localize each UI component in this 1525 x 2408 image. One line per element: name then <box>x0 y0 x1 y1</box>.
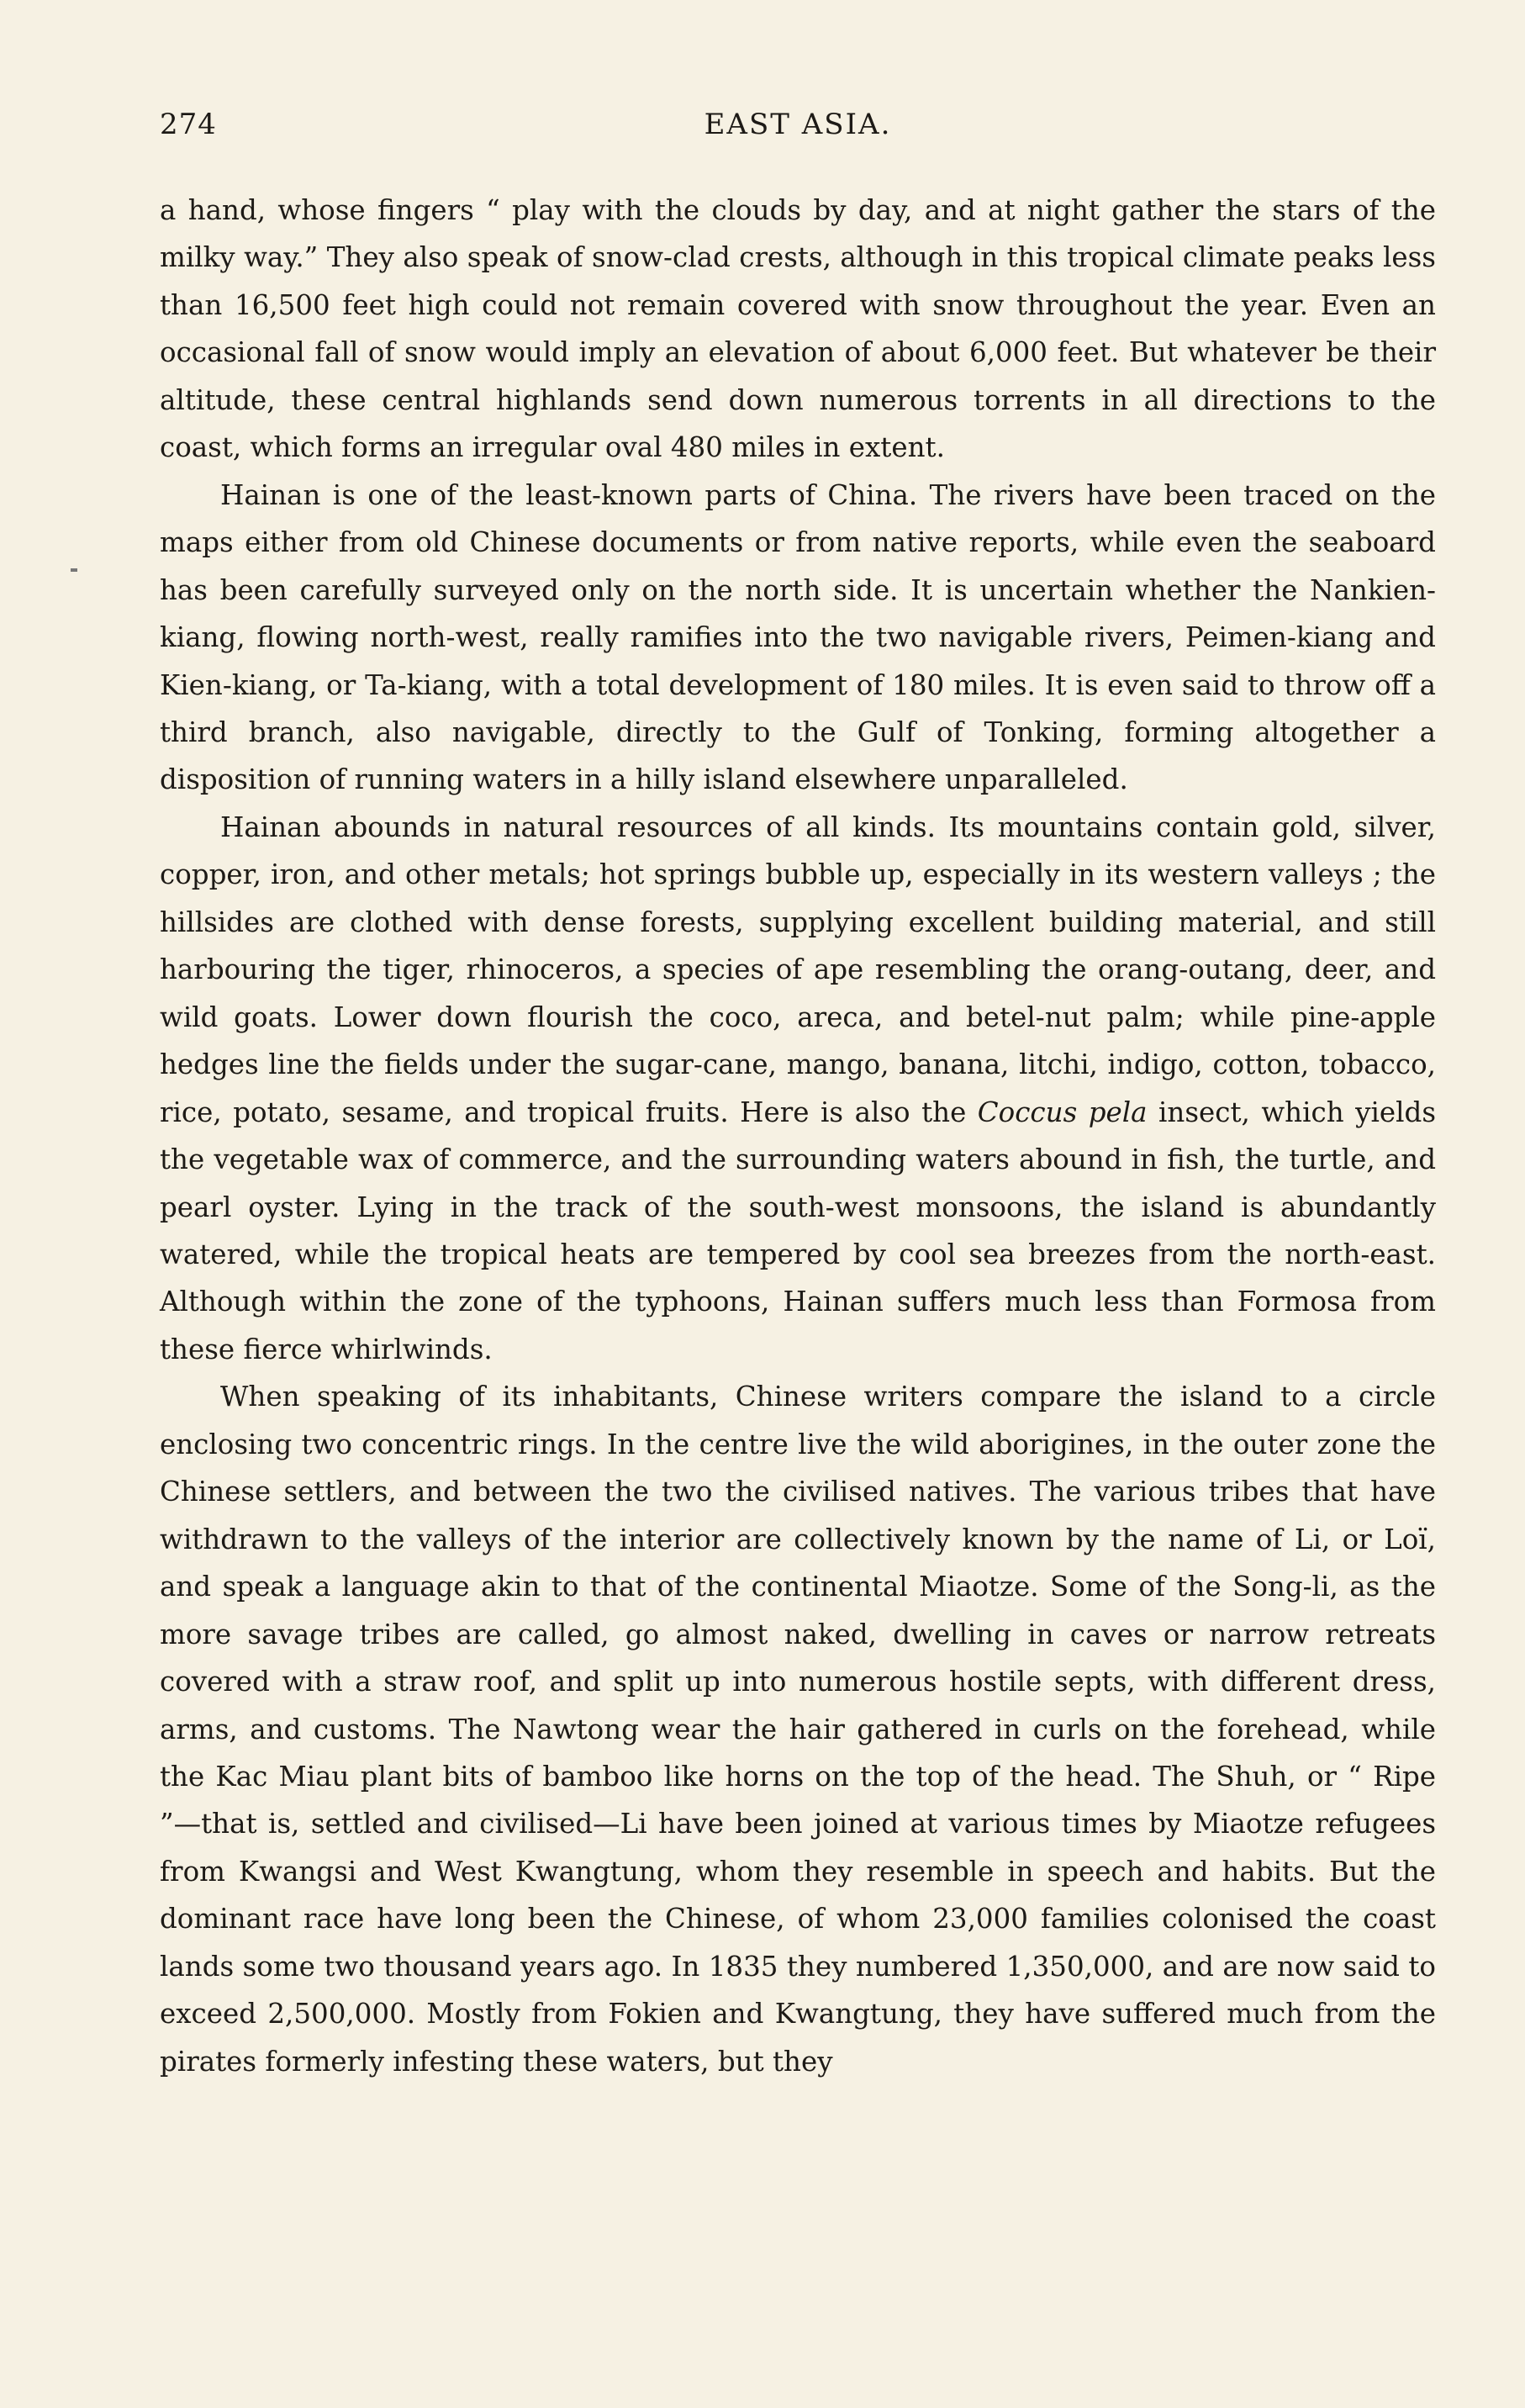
paragraph-resources-text-after: insect, which yields the vegetable wax of commerce, and the surrounding waters abound in fish, the turtle, and pearl oyster. Lying in the track of the south-west monsoons, the island is abundantly watered, while the tropical heats are tempered by cool sea breezes from the north-east. Although within the zone of the typhoons, Hainan suffers much less than Formosa from these fierce whirlwinds. <box>160 1096 1436 1365</box>
paragraph-rivers: Hainan is one of the least-known parts of China. The rivers have been traced on the maps either from old Chinese documents or from native reports, while even the seaboard has been carefully surveyed only on the north side. It is uncertain whether the Nankien-kiang, flowing north-west, really ramifies into the two navigable rivers, Peimen-kiang and Kien-kiang, or Ta-kiang, with a total development of 180 miles. It is even said to throw off a third branch, also navigable, directly to the Gulf of Tonking, forming altogether a disposition of running waters in a hilly island elsewhere unparalleled. <box>160 478 1436 796</box>
paragraph-resources-text-before: Hainan abounds in natural resources of all kinds. Its mountains contain gold, silver, copper, iron, and other metals; hot springs bubble up, especially in its western valleys ; the hillsides are clothed with dense forests, supplying excellent building material, and still harbouring the tiger, rhinoceros, a species of ape resembling the orang-outang, deer, and wild goats. Lower down flourish the coco, areca, and betel-nut palm; while pine-apple hedges line the fields under the sugar-cane, mango, banana, litchi, indigo, cotton, tobacco, rice, potato, sesame, and tropical fruits. Here is also the <box>160 811 1436 1128</box>
margin-mark <box>71 568 77 572</box>
page-number: 274 <box>160 108 217 141</box>
paragraph-continued: a hand, whose fingers “ play with the clouds by day, and at night gather the stars of the milky way.” They also speak of snow-clad crests, although in this tropical climate peaks less than 16,500 feet high could not remain covered with snow throughout the year. Even an occasional fall of snow would imply an elevation of about 6,000 feet. But whatever be their altitude, these central highlands send down numerous torrents in all directions to the coast, which forms an irregular oval 480 miles in extent. <box>160 194 1436 464</box>
paragraph-resources <box>160 804 1436 1373</box>
running-head: EAST ASIA. <box>704 108 892 141</box>
body-text <box>160 187 1436 2085</box>
species-name: Coccus pela <box>977 1096 1148 1128</box>
page-header <box>160 108 1436 150</box>
paragraph-inhabitants: When speaking of its inhabitants, Chinese writers compare the island to a circle enclosing two concentric rings. In the centre live the wild aborigines, in the outer zone the Chinese settlers, and between the two the civilised natives. The various tribes that have withdrawn to the valleys of the interior are collectively known by the name of Li, or Loï, and speak a language akin to that of the continental Miaotze. Some of the Song-li, as the more savage tribes are called, go almost naked, dwelling in caves or narrow retreats covered with a straw roof, and split up into numerous hostile septs, with different dress, arms, and customs. The Nawtong wear the hair gathered in curls on the forehead, while the Kac Miau plant bits of bamboo like horns on the top of the head. The Shuh, or “ Ripe ”—that is, settled and civilised—Li have been joined at various times by Miaotze refugees from Kwangsi and West Kwangtung, whom they resemble in speech and habits. But the dominant race have long been the Chinese, of whom 23,000 families colonised the coast lands some two thousand years ago. In 1835 they numbered 1,350,000, and are now said to exceed 2,500,000. Mostly from Fokien and Kwangtung, they have suffered much from the pirates formerly infesting these waters, but they <box>160 1381 1436 2078</box>
